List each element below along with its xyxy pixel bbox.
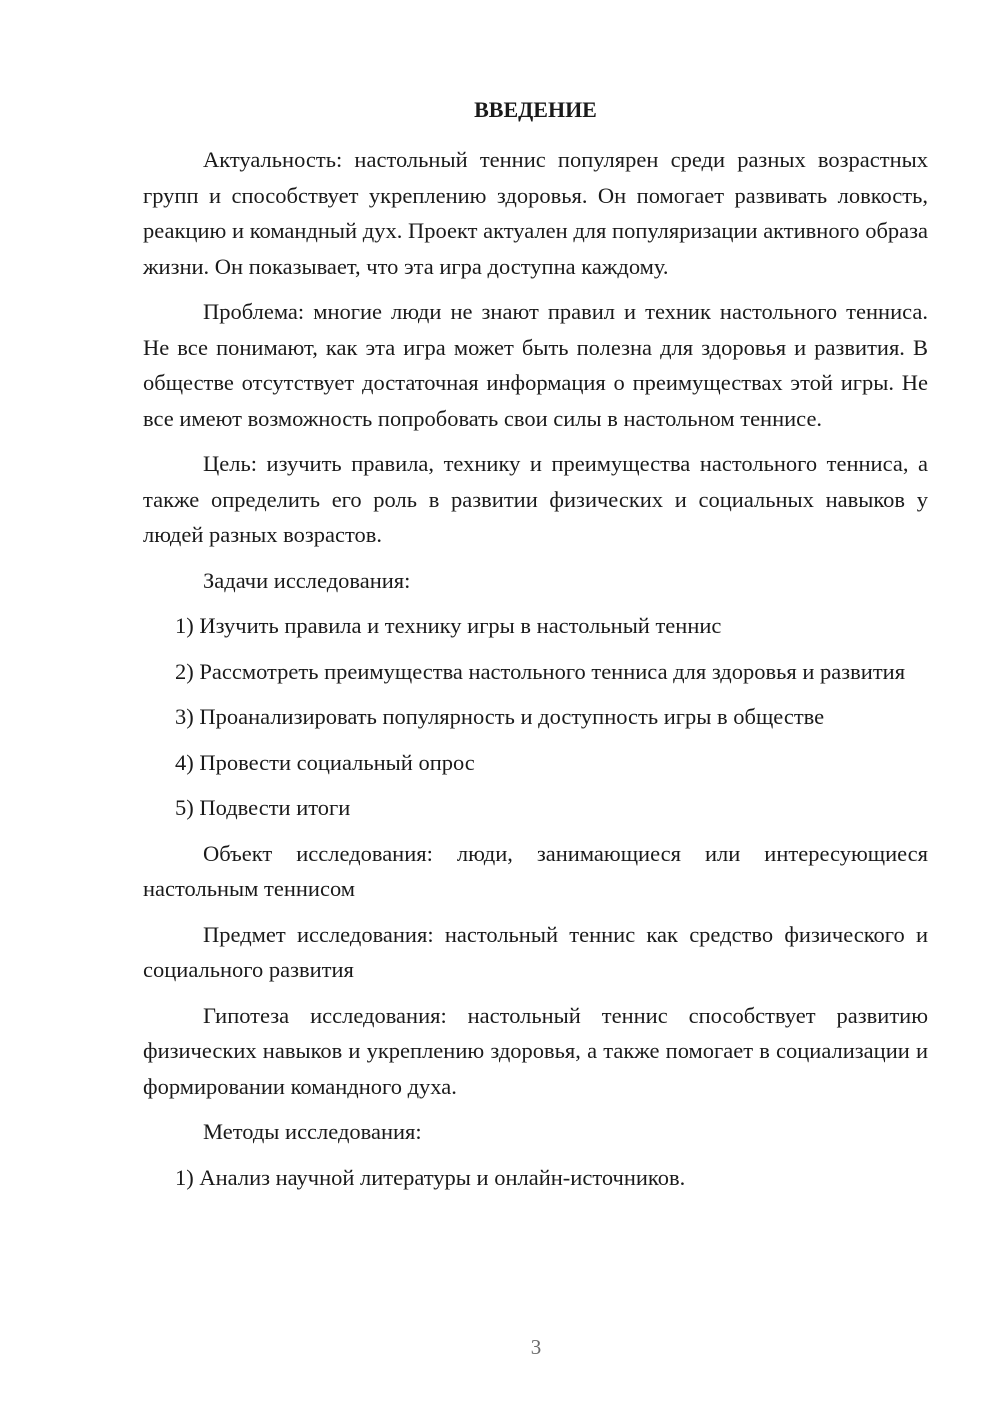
- relevance-paragraph: Актуальность: настольный теннис популярен среди разных возрастных групп и способствует укреплению здоровья. Он помогает развивать ловкость, реакцию и командный дух. Проект актуален для популяризации активного образа жизни. Он показывает, что эта игра доступна каждому.: [143, 147, 928, 279]
- task-item-5: 5) Подвести итоги: [175, 795, 351, 820]
- task-item-2: 2) Рассмотреть преимущества настольного тенниса для здоровья и развития: [175, 658, 906, 684]
- page-title: ВВЕДЕНИЕ: [474, 97, 597, 122]
- hypothesis-paragraph: Гипотеза исследования: настольный теннис способствует развитию физических навыков и укреплению здоровья, а также помогает в социализации и формировании командного духа.: [143, 1002, 928, 1099]
- page-number: 3: [530, 1335, 542, 1359]
- task-item-3: 3) Проанализировать популярность и доступность игры в обществе: [175, 704, 825, 729]
- subject-paragraph: Предмет исследования: настольный теннис как средство физического и социального развития: [143, 921, 928, 982]
- document-page: [143, 92, 928, 1205]
- problem-paragraph: Проблема: многие люди не знают правил и техник настольного тенниса. Не все понимают, как эта игра может быть полезна для здоровья и развития. В обществе отсутствует достаточная информация о преимуществах этой игры. Не все имеют возможность попробовать свои силы в настольном теннисе.: [143, 299, 928, 431]
- methods-heading: Методы исследования:: [203, 1119, 422, 1144]
- goal-paragraph: Цель: изучить правила, технику и преимущества настольного тенниса, а также определить его роль в развитии физических и социальных навыков у людей разных возрастов.: [143, 451, 928, 547]
- task-item-4: 4) Провести социальный опрос: [175, 749, 475, 775]
- method-item-1: 1) Анализ научной литературы и онлайн-источников.: [175, 1164, 686, 1190]
- object-paragraph: Объект исследования: люди, занимающиеся или интересующиеся настольным теннисом: [143, 840, 928, 901]
- task-item-1: 1) Изучить правила и технику игры в настольный теннис: [175, 613, 722, 638]
- tasks-heading: Задачи исследования:: [203, 567, 411, 593]
